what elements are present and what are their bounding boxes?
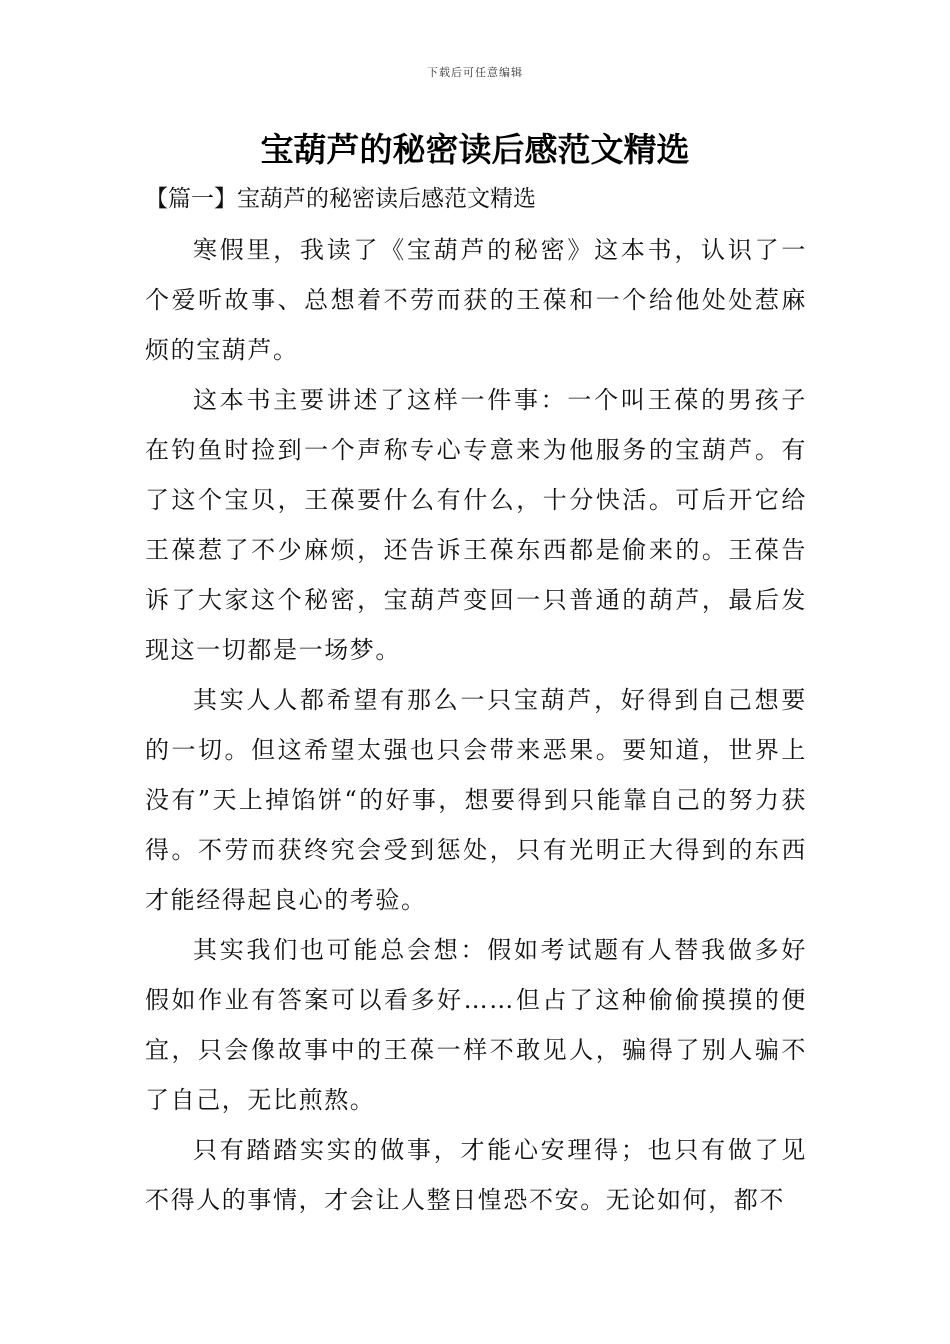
paragraph: 这本书主要讲述了这样一件事：一个叫王葆的男孩子在钓鱼时捡到一个声称专心专意来为他服务的宝葫芦。有了这个宝贝，王葆要什么有什么，十分快活。可后开它给王葆惹了不少麻烦，还告诉王葆东西都是偷来的。王葆告诉了大家这个秘密，宝葫芦变回一只普通的葫芦，最后发现这一切都是一场梦。 [145,386,807,664]
paragraph: 其实人人都希望有那么一只宝葫芦，好得到自己想要的一切。但这希望太强也只会带来恶果。要知道，世界上没有”天上掉馅饼“的好事，想要得到只能靠自己的努力获得。不劳而获终究会受到惩处，只有光明正大得到的东西才能经得起良心的考验。 [145,686,807,914]
paragraph: 其实我们也可能总会想：假如考试题有人替我做多好假如作业有答案可以看多好……但占了这种偷偷摸摸的便宜，只会像故事中的王葆一样不敢见人，骗得了别人骗不了自己，无比煎熬。 [145,936,807,1114]
document-body [145,225,807,1225]
header-note: 下载后可任意编辑 [427,66,523,79]
section-heading: 【篇一】宝葫芦的秘密读后感范文精选 [145,186,536,212]
paragraph: 只有踏踏实实的做事，才能心安理得；也只有做了见不得人的事情，才会让人整日惶恐不安。无论如何，都不 [145,1136,807,1214]
document-title: 宝葫芦的秘密读后感范文精选 [260,130,690,169]
paragraph: 寒假里，我读了《宝葫芦的秘密》这本书，认识了一个爱听故事、总想着不劳而获的王葆和一个给他处处惹麻烦的宝葫芦。 [145,236,807,364]
